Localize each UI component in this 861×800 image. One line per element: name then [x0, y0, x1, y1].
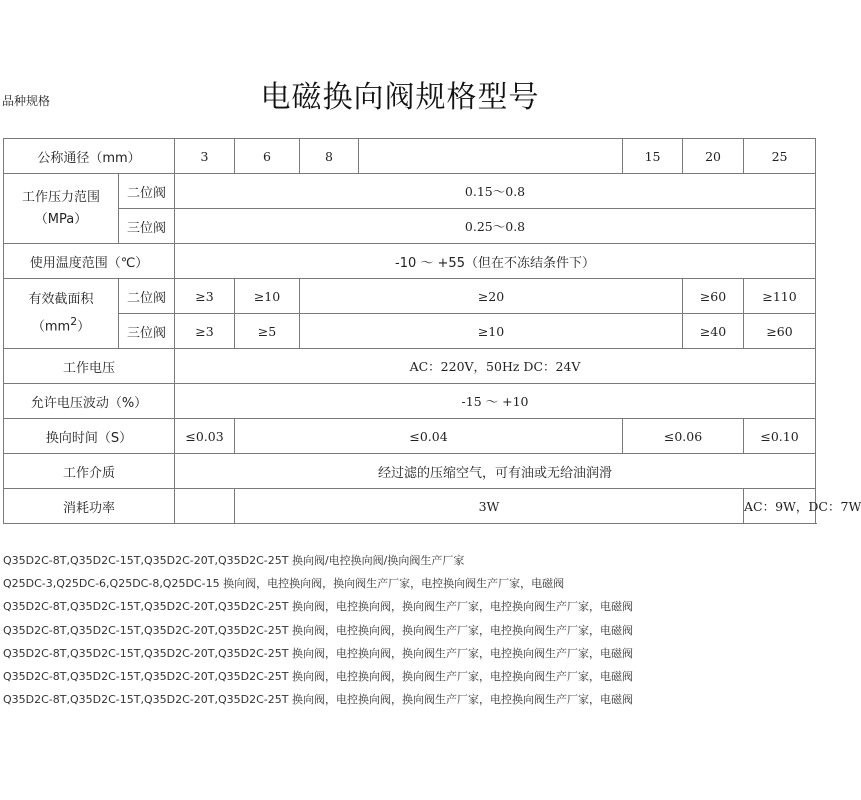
section-subtitle: 品种规格 [2, 94, 51, 108]
label-working-medium: 工作介质 [4, 454, 175, 489]
row-area-two [4, 279, 816, 314]
page-title: 电磁换向阀规格型号 [260, 80, 540, 116]
diameter-3: 3 [175, 139, 235, 174]
label-switching-time: 换向时间（S） [4, 419, 175, 454]
working-voltage-value: AC：220V，50Hz DC：24V [175, 349, 816, 384]
row-pressure-two [4, 174, 816, 209]
diameter-6: 6 [235, 139, 300, 174]
area-three-3: ≥3 [175, 314, 235, 349]
diameter-25: 25 [744, 139, 816, 174]
note-line: Q35D2C-8T,Q35D2C-15T,Q35D2C-20T,Q35D2C-25T 换向阀/电控换向阀/换向阀生产厂家 [3, 554, 465, 567]
label-pressure-range [4, 174, 119, 244]
note-line: Q35D2C-8T,Q35D2C-15T,Q35D2C-20T,Q35D2C-25T 换向阀，电控换向阀，换向阀生产厂家，电控换向阀生产厂家，电磁阀 [3, 646, 633, 660]
working-medium-value: 经过滤的压缩空气，可有油或无给油润滑 [175, 454, 816, 489]
pressure-two-value: 0.15～0.8 [175, 174, 816, 209]
area-three-6: ≥5 [235, 314, 300, 349]
voltage-fluctuation-value: -15 ～ +10 [175, 384, 816, 419]
area-three-8: ≥10 [300, 314, 683, 349]
switching-time-2: ≤0.04 [235, 419, 623, 454]
area-two-3: ≥3 [175, 279, 235, 314]
power-value-small: 3W [235, 489, 744, 524]
label-area-pre: （mm [31, 319, 71, 335]
row-pressure-three [4, 209, 816, 244]
label-nominal-diameter: 公称通径（mm） [4, 139, 175, 174]
label-area-post: ） [77, 319, 91, 335]
label-power-consumption: 消耗功率 [4, 489, 175, 524]
switching-time-4: ≤0.10 [744, 419, 816, 454]
row-area-three [4, 314, 816, 349]
label-working-voltage: 工作电压 [4, 349, 175, 384]
label-pressure-line1: 工作压力范围 [21, 189, 100, 205]
note-line: Q35D2C-8T,Q35D2C-15T,Q35D2C-20T,Q35D2C-25T 换向阀，电控换向阀，换向阀生产厂家，电控换向阀生产厂家，电磁阀 [3, 669, 633, 683]
note-line: Q35D2C-8T,Q35D2C-15T,Q35D2C-20T,Q35D2C-25T 换向阀，电控换向阀，换向阀生产厂家，电控换向阀生产厂家，电磁阀 [3, 693, 633, 707]
temperature-value: -10 ～ +55（但在不冻结条件下） [175, 244, 816, 279]
pressure-three-value: 0.25～0.8 [175, 209, 816, 244]
label-pressure-line2: （MPa） [34, 211, 88, 227]
diameter-blank [359, 139, 623, 174]
row-voltage-fluctuation [4, 384, 816, 419]
power-value-large: AC：9W，DC：7W [744, 489, 816, 524]
note-line: Q35D2C-8T,Q35D2C-15T,Q35D2C-20T,Q35D2C-25T 换向阀，电控换向阀，换向阀生产厂家，电控换向阀生产厂家，电磁阀 [3, 600, 633, 614]
power-blank [175, 489, 235, 524]
area-two-8: ≥20 [300, 279, 683, 314]
area-three-15: ≥40 [683, 314, 744, 349]
label-temperature: 使用温度范围（℃） [4, 244, 175, 279]
sublabel-two-position: 二位阀 [119, 174, 175, 209]
diameter-20: 20 [683, 139, 744, 174]
diameter-15: 15 [623, 139, 683, 174]
diameter-8: 8 [300, 139, 359, 174]
row-nominal-diameter [4, 139, 816, 174]
area-two-6: ≥10 [235, 279, 300, 314]
label-area-line1: 有效截面积 [28, 291, 94, 307]
switching-time-1: ≤0.03 [175, 419, 235, 454]
sublabel-area-three: 三位阀 [119, 314, 175, 349]
switching-time-3: ≤0.06 [623, 419, 744, 454]
row-working-medium [4, 454, 816, 489]
area-three-20: ≥60 [744, 314, 816, 349]
label-voltage-fluctuation: 允许电压波动（%） [4, 384, 175, 419]
row-temperature [4, 244, 816, 279]
spec-table [3, 138, 861, 524]
note-line: Q35D2C-8T,Q35D2C-15T,Q35D2C-20T,Q35D2C-25T 换向阀，电控换向阀，换向阀生产厂家，电控换向阀生产厂家，电磁阀 [3, 623, 633, 637]
area-two-20: ≥110 [744, 279, 816, 314]
area-two-15: ≥60 [683, 279, 744, 314]
note-line: Q25DC-3,Q25DC-6,Q25DC-8,Q25DC-15 换向阀，电控换向阀，换向阀生产厂家，电控换向阀生产厂家，电磁阀 [3, 577, 565, 591]
label-area-sup: 2 [70, 314, 78, 328]
sublabel-area-two: 二位阀 [119, 279, 175, 314]
row-working-voltage [4, 349, 816, 384]
sublabel-three-position: 三位阀 [119, 209, 175, 244]
row-switching-time [4, 419, 816, 454]
row-power-consumption [4, 489, 816, 524]
label-effective-area [4, 279, 119, 349]
model-notes [3, 549, 800, 711]
